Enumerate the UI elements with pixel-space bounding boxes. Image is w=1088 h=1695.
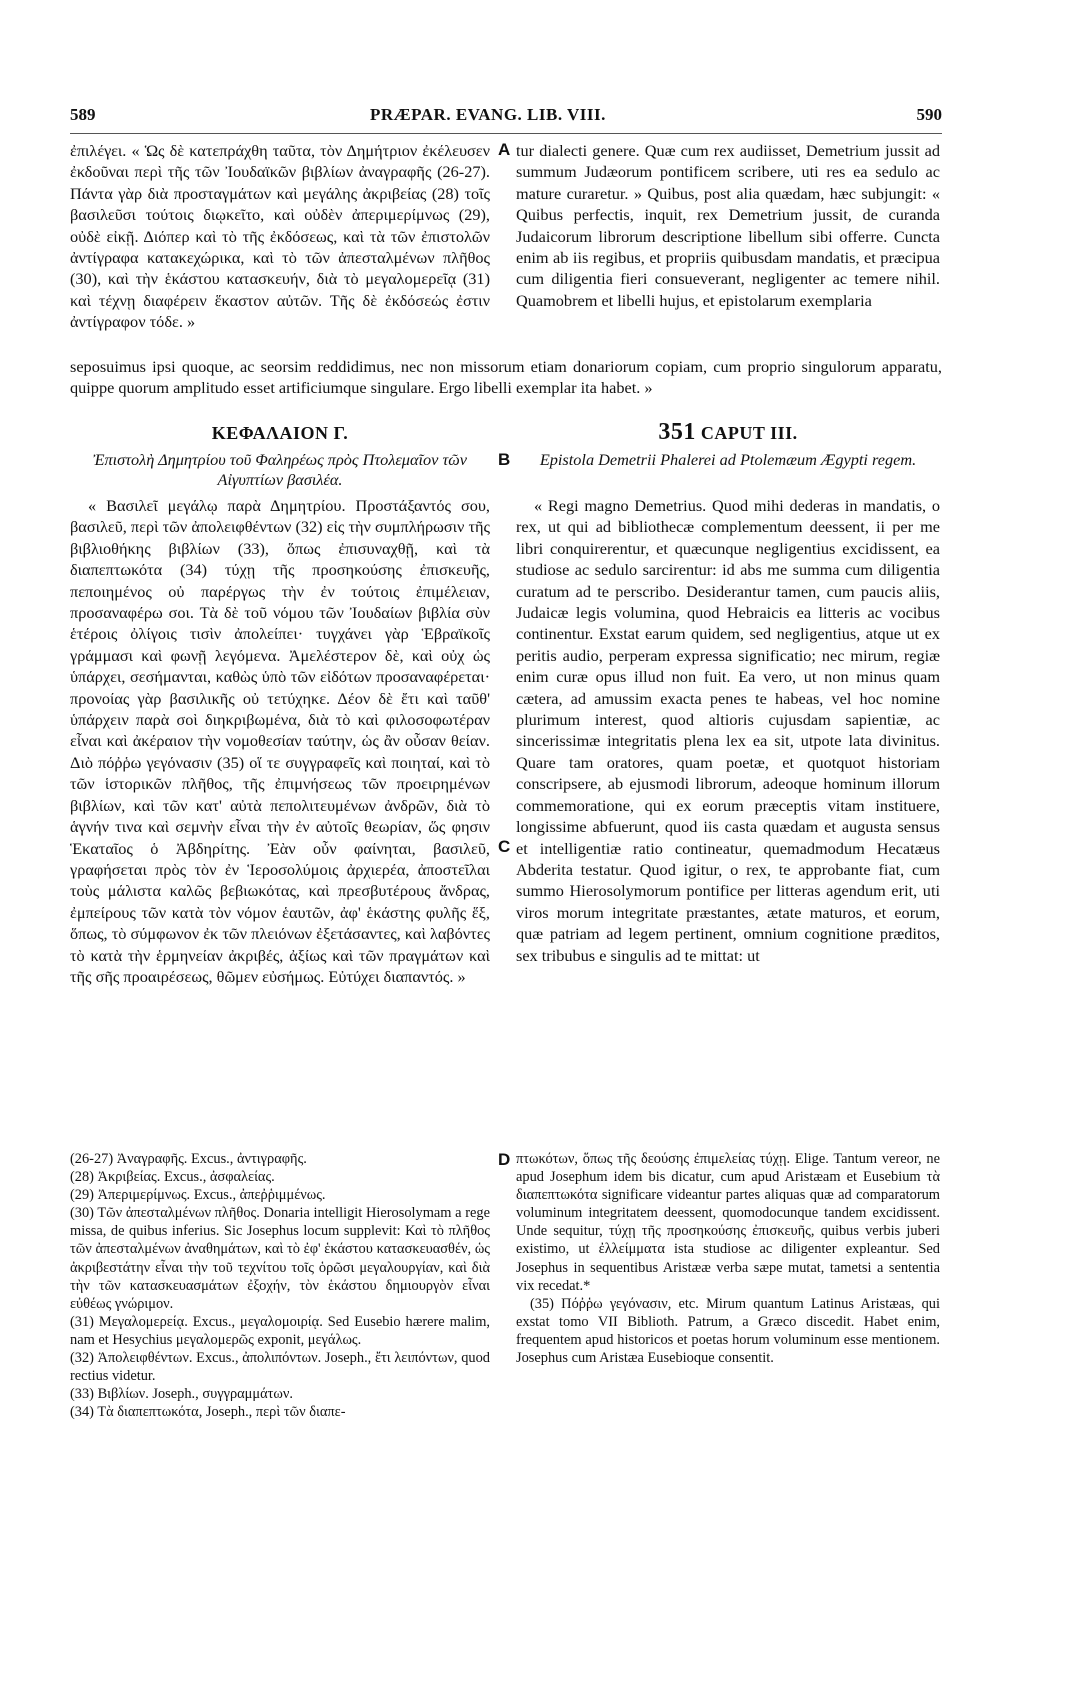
latin-column-body — [516, 495, 940, 966]
section-marker-c: C — [498, 837, 511, 856]
page-number-right: 590 — [916, 105, 942, 124]
running-title: PRÆPAR. EVANG. LIB. VIII. — [370, 105, 606, 124]
latin-letter-text: « Regi magno Demetrius. Quod mihi dederas in mandatis, o rex, ut qui ad bibliothecæ complementum deessent, ii per me libri conquirerentur, et quæcunque negligentius excidissent, ea studiose ac sedulo sarcirentur: id abs me summa cum diligentia curatum ad te perscribo. Desiderantur tamen, cum paucis aliis, Judaicæ legis volumina, quod Hebraicis ea litteris ac vocibus continentur. Exstat earum quidem, sed negligentius, atque ut ex peritis audio, perperam expressa significatio; nec mirum, regiæ enim curæ opus illud non fuit. Ea vero, ut non minus quam cætera, ad amussim exacta penes te habeas, vel hoc nomine plurimum interest, quod altioris cujusdam sapientiæ, ac sincerissimæ integritatis plena lex ea sit, utpote lata divinitus. Quare tam oratores, quam poetæ, et quotquot historiam conscripsere, ab ejusmodi librorum, adeoque hominum illorum commemoratione, qui ex eorum præceptis vitam instituere, longissime abfuerunt, quod iis casta quædam et augusta sensus et intelligentiæ ratio contineatur, quemadmodum Hecatæus Abderita testatur. Quod igitur, o rex, te approbante fiat, cum summo Hierosolymorum pontifice per litteras agendum erit, uti viros morum integritate præstantes, ætate maturos, et eorum, quæ patriam ad legem pertinent, omnium cognitione præditos, sex tribubus e singulis ad te mittat: ut — [516, 496, 940, 965]
section-marker-a: A — [498, 140, 511, 159]
footnotes-right — [516, 1150, 940, 1367]
header-rule — [70, 133, 942, 134]
footnotes-left — [70, 1150, 490, 1421]
chapter-number: 351 — [658, 419, 696, 445]
latin-continuation: seposuimus ipsi quoque, ac seorsim reddidimus, nec non missorum etiam donariorum copiam, cum proprio singulorum apparatu, quippe quorum amplitudo esset artificiumque singulare. Ergo libelli exemplar ita habet. » — [70, 357, 942, 398]
footnote: (33) Βιβλίων. Joseph., συγγραμμάτων. — [70, 1386, 294, 1403]
section-marker-d: D — [498, 1150, 511, 1169]
latin-chapter-subtitle: Epistola Demetrii Phalerei ad Ptolemæum Ægypti regem. — [539, 450, 917, 469]
page-number-left: 589 — [70, 105, 96, 124]
greek-column-top — [70, 140, 490, 333]
footnote: (34) Τὰ διαπεπτωκότα, Joseph., περὶ τῶν διαπε- — [70, 1404, 346, 1421]
latin-chapter-title: CAPUT III. — [700, 423, 798, 443]
greek-chapter-subtitle: Ἐπιστολὴ Δημητρίου τοῦ Φαληρέως πρὸς Πτολεμαῖον τῶν Αἰγυπτίων βασιλέα. — [92, 450, 468, 489]
running-header — [70, 105, 942, 135]
full-width-paragraph — [70, 356, 942, 399]
footnote: (30) Τῶν ἀπεσταλμένων πλῆθος. Donaria intelligit Hierosolymam a rege missa, de quibus inferius. Sic Josephus locum supplevit: Καὶ τὸ πλῆθος τῶν ἀπεσταλμένων ἀναθημάτων, καὶ τὸ ἐφ' ἑκάστου κατασκευασθέν, ὡς ἀκριβεστάτην εἶναι τὴν τοῦ τεχνίτου τοῖς ὁρῶσι μεγαλουργίαν, καὶ διὰ τὴν τῶν κατασκευασμάτων ἐξοχήν, τὸν ἑκάστου δημιουργὸν εἶναι εὐθέως γνώριμον. — [70, 1205, 490, 1312]
footnote: (32) Ἀπολειφθέντων. Excus., ἀπολιπόντων. Joseph., ἔτι λειπόντων, quod rectius videtur. — [70, 1350, 490, 1385]
section-marker-b: B — [498, 450, 511, 469]
footnote: (28) Ἀκριβείας. Excus., ἀσφαλείας. — [70, 1169, 275, 1186]
page — [70, 105, 942, 1625]
greek-chapter-title: ΚΕΦΑΛΑΙΟΝ Γ. — [211, 423, 349, 443]
greek-letter-text: « Βασιλεῖ μεγάλῳ παρὰ Δημητρίου. Προστάξαντός σου, βασιλεῦ, περὶ τῶν ἀπολειφθέντων (32) εἰς τὴν συμπλήρωσιν τῆς βιβλιοθήκης βιβλίων (33), ὅπως ἐπισυναχθῇ, καὶ τὰ διαπεπτωκότα (34) τύχῃ τῆς προσηκούσης ἐπισκευῆς, πεποιημένος οὐ παρέργως τὴν ἐν τούτοις ἐπιμέλειαν, προσαναφέρω σοι. Τὰ δὲ τοῦ νόμου τῶν Ἰουδαίων βιβλία σὺν ἑτέροις ὀλίγοις τισὶν ἀπολείπει· τυγχάνει γὰρ Ἑβραϊκοῖς γράμμασι καὶ φωνῇ λεγόμενα. Ἀμελέστερον δὲ, καὶ οὐχ ὡς ὑπάρχει, σεσήμανται, καθὼς ὑπὸ τῶν εἰδότων προσαναφέρεται· προνοίας γὰρ βασιλικῆς οὐ τετύχηκε. Δέον δὲ ἔτι καὶ ταῦθ' ὑπάρχειν παρὰ σοὶ διηκριβωμένα, διὰ τὸ καὶ φιλοσοφωτέραν εἶναι καὶ ἀκέραιον τὴν νομοθεσίαν ταύτην, ὡς ἂν οὖσαν θείαν. Διὸ πόῤῥω γεγόνασιν (35) οἵ τε συγγραφεῖς καὶ ποιηταί, καὶ τὸ τῶν ἱστορικῶν πλῆθος, τῆς ἐπιμνήσεως τῶν προειρημένων βιβλίων, καὶ τῶν κατ' αὐτὰ πεπολιτευμένων ἀνδρῶν, διὰ τὸ ἁγνήν τινα καὶ σεμνὴν εἶναι τὴν ἐν αὐτοῖς θεωρίαν, ὥς φησιν Ἑκαταῖος ὁ Ἀβδηρίτης. Ἐὰν οὖν φαίνηται, βασιλεῦ, γραφήσεται πρὸς τὸν ἐν Ἱεροσολύμοις ἀρχιερέα, ἀποστεῖλαι τοὺς μάλιστα καλῶς βεβιωκότας, καὶ πρεσβυτέρους ἄνδρας, ἐμπείρους τῶν κατὰ τὸν νόμον ἑαυτῶν, ἀφ' ἑκάστης φυλῆς ἕξ, ὅπως, τὸ σύμφωνον ἐκ τῶν πλειόνων ἐξετάσαντες, καὶ λαβόντες τὸ κατὰ τὴν ἑρμηνείαν ἀκριβές, ἀξίως καὶ τῶν πραγμάτων καὶ τῆς σῆς προαιρέσεως, θῶμεν εὐσήμως. Εὐτύχει διαπαντός. » — [70, 496, 490, 986]
footnote: (31) Μεγαλομερείᾳ. Excus., μεγαλομοιρίᾳ. Sed Eusebio hærere malim, nam et Hesychius μεγαλομερῶς exponit, μεγάλως. — [70, 1313, 490, 1348]
latin-paragraph-intro: tur dialecti genere. Quæ cum rex audiisset, Demetrium jussit ad summum Judæorum pontificem scribere, uti res ea sedulo ac mature curaretur. » Quibus, post alia quædam, hæc subjungit: « Quibus perfectis, inquit, rex Demetrium jussit, de curanda Judaicorum librorum descriptione libellum sibi offerre. Cuncta enim ab iis regibus, et propriis quibusdam mandatis, et præcipua cum diligentia fieri consueverant, negligenter ac temere nihil. Quamobrem et libelli hujus, et epistolarum exemplaria — [516, 141, 940, 310]
footnote: πτωκότων, ὅπως τῆς δεούσης ἐπιμελείας τύχῃ. Elige. Tantum vereor, ne apud Josephum idem bis dicatur, cum apud Aristæam et Eusebium τὰ διαπεπτωκότα significare videantur partes aliquas quæ ad comparatorum voluminum integritatem deessent, quomodocunque tandem excidissent. Unde sequitur, τύχῃ τῆς προσηκούσης ἐπισκευῆς, quibus verbis juberi existimo, ut ἐλλείμματα ista studiose ac diligenter expleantur. Sed Josephus in sequentibus Aristææ verba sæpe mutat, tametsi a sententia vix recedat.* — [516, 1151, 940, 1294]
footnote: (35) Πόῤῥω γεγόνασιν, etc. Mirum quantum Latinus Aristæas, qui exstat tomo VII Biblioth. Patrum, a Græco discedit. Habet enim, frequentem apud historicos et poetas horum voluminum esse mentionem. Josephus cum Aristæa Eusebioque consentit. — [516, 1295, 940, 1367]
greek-paragraph-intro: ἐπιλέγει. « Ὡς δὲ κατεπράχθη ταῦτα, τὸν Δημήτριον ἐκέλευσεν ἐκδοῦναι περὶ τῆς τῶν Ἰουδαϊκῶν βιβλίων ἀναγραφῆς (26-27). Πάντα γὰρ διὰ προσταγμάτων καὶ μεγάλης ἀκριβείας (28) τοῖς βασιλεῦσι τούτοις διῳκεῖτο, καὶ οὐδὲν ἀπεριμερίμνως (29), οὐδὲ εἰκῇ. Διόπερ καὶ τὸ τῆς ἐκδόσεως, καὶ τὰ τῶν ἐπιστολῶν ἀντίγραφα κατακεχώρικα, καὶ τὸ τῶν ἀπεσταλμένων πλῆθος (30), καὶ τὴν ἑκάστου κατασκευήν, διὰ τὸ μεγαλομερεῖᾳ (31) καὶ τέχνῃ διαφέρειν ἕκαστον αὐτῶν. Τῆς δὲ ἐκδόσεώς ἐστιν ἀντίγραφον τόδε. » — [70, 141, 490, 332]
latin-chapter-heading — [516, 419, 940, 446]
greek-column-body — [70, 495, 490, 987]
footnote: (26-27) Ἀναγραφῆς. Excus., ἀντιγραφῆς. — [70, 1151, 307, 1167]
latin-column-top — [516, 140, 940, 311]
footnote: (29) Ἀπεριμερίμνως. Excus., ἀπεῤῥιμμένως. — [70, 1187, 326, 1204]
